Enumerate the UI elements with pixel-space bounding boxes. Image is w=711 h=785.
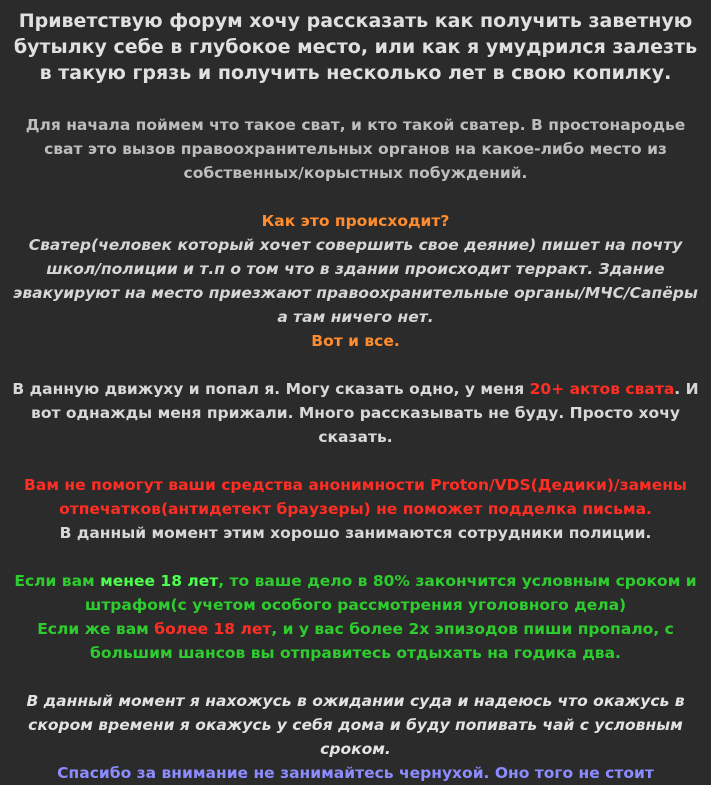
post-intro: Приветствую форум хочу рассказать как получить заветную бутылку себе в глубокое место, или как я умудрился залезть в такую грязь и получить несколько лет в свою копилку. <box>13 10 698 84</box>
closing-text: В данный момент я нахожусь в ожидании суда и надеюсь что окажусь в скором времени я окажусь у себя дома и буду попивать чай с условным сроком. <box>26 692 685 758</box>
spacer <box>6 545 705 569</box>
over-18-highlight: более 18 лет <box>154 620 272 638</box>
over-18-text-a: Если же вам <box>37 620 155 638</box>
thanks-text: Спасибо за внимание не занимайтесь чернухой. Оно того не стоит <box>57 764 654 782</box>
swat-definition: Для начала поймем что такое сват, и кто такой сватер. В простонародье сват это вызов правоохранительных органов на какое-либо место из собственных/корыстных побуждений. <box>25 116 686 182</box>
spacer <box>6 185 705 209</box>
spacer <box>6 353 705 377</box>
spacer <box>6 449 705 473</box>
how-description: Сватер(человек который хочет совершить свое деяние) пишет на почту школ/полиции и т.п о том что в здании происходит терракт. Здание эвакуируют на место приезжают правоохранительные органы/МЧС/Сапёры а там ничего нет. <box>13 236 698 326</box>
how-heading: Как это происходит? <box>261 212 450 230</box>
over-18-paragraph <box>6 617 705 665</box>
under-18-text-a: Если вам <box>14 572 101 590</box>
under-18-highlight: менее 18 лет <box>100 572 219 590</box>
story-paragraph <box>6 377 705 449</box>
warning-note: В данный момент этим хорошо занимаются сотрудники полиции. <box>59 524 652 542</box>
story-highlight: 20+ актов свата <box>529 380 675 398</box>
how-end: Вот и все. <box>311 332 400 350</box>
story-text-b: . И вот однажды меня прижали. Много рассказывать не буду. Просто хочу сказать. <box>31 380 699 446</box>
under-18-text-b: , то ваше дело в 80% закончится условным сроком и штрафом(с учетом особого рассмотрения уголовного дела) <box>84 572 697 614</box>
under-18-paragraph <box>6 569 705 617</box>
warning-text: Вам не помогут ваши средства анонимности Proton/VDS(Дедики)/замены отпечатков(антидетект браузеры) не поможет подделка письма. <box>24 476 687 518</box>
post-body <box>6 113 705 785</box>
spacer <box>6 665 705 689</box>
story-text-a: В данную движуху и попал я. Могу сказать одно, у меня <box>12 380 530 398</box>
over-18-text-b: , и у вас более 2х эпизодов пиши пропало, с большим шансов вы отправитесь отдыхать на годика два. <box>90 620 674 662</box>
